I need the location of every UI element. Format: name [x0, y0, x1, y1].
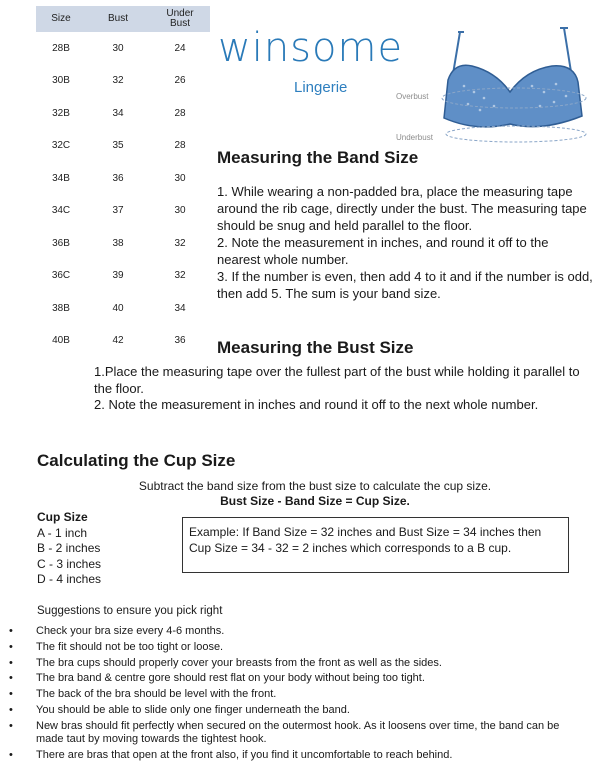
cup-size-list	[37, 510, 101, 588]
under-bust-cell: 30	[174, 205, 186, 217]
suggestion-item: • The bra band & centre gore should rest flat on your body without being too tight.	[9, 672, 425, 685]
bullet-icon: •	[9, 703, 13, 716]
overbust-label: Overbust	[396, 92, 429, 101]
suggestion-item: • The back of the bra should be level with the front.	[9, 688, 277, 701]
size-cell: 30B	[52, 75, 70, 87]
size-cell: 32B	[52, 107, 70, 119]
size-cell: 34C	[51, 205, 71, 217]
size-cell: 36B	[52, 237, 70, 249]
size-cell: 28B	[52, 42, 70, 54]
size-chart-row	[36, 325, 210, 358]
brand-subtitle: Lingerie	[294, 79, 348, 96]
cup-size-intro: Subtract the band size from the bust size to calculate the cup size.	[138, 479, 492, 493]
size-cell: 36C	[51, 270, 71, 282]
bust-cell: 36	[112, 172, 124, 184]
brand-logo: winsome	[218, 25, 404, 71]
under-bust-cell: 24	[174, 42, 186, 54]
band-step-3: 3. If the number is even, then add 4 to it and if the number is odd, then add 5. The sum is your band size.	[217, 269, 593, 301]
size-chart-row	[36, 292, 210, 325]
bullet-icon: •	[9, 656, 13, 669]
bust-cell: 32	[112, 75, 124, 87]
size-cell: 38B	[52, 302, 70, 314]
cup-size-list-title: Cup Size	[37, 510, 88, 524]
bust-cell: 34	[112, 107, 124, 119]
under-bust-cell: 30	[174, 172, 186, 184]
under-bust-cell: 26	[174, 75, 186, 87]
bust-cell: 42	[112, 335, 124, 347]
cup-size-item: A - 1 inch	[37, 525, 88, 540]
header-size: Size	[36, 6, 86, 32]
bullet-icon: •	[9, 688, 13, 701]
suggestion-item: • The fit should not be too tight or loose.	[9, 640, 224, 653]
cup-size-formula: Bust Size - Band Size = Cup Size.	[220, 494, 410, 508]
bust-cell: 35	[112, 140, 124, 152]
cup-size-item: C - 3 inches	[37, 556, 102, 571]
bullet-icon: •	[9, 640, 13, 653]
suggestion-item: • The bra cups should properly cover your breasts from the front as well as the sides.	[9, 656, 442, 669]
under-bust-cell: 32	[174, 237, 186, 249]
example-text: Example: If Band Size = 32 inches and Bust Size = 34 inches then Cup Size = 34 - 32 = 2 inches which corresponds to a B cup.	[189, 525, 542, 555]
cup-size-item: D - 4 inches	[37, 572, 102, 586]
cup-size-heading: Calculating the Cup Size	[37, 451, 236, 470]
size-chart-row	[36, 227, 210, 260]
bullet-icon: •	[9, 719, 13, 732]
bust-step-1: 1.Place the measuring tape over the fullest part of the bust while holding it parallel to the floor.	[94, 364, 580, 396]
band-size-instructions	[217, 183, 595, 302]
header-bust: Bust	[86, 6, 150, 32]
bust-step-2: 2. Note the measurement in inches and round it off to the next whole number.	[94, 397, 539, 412]
size-cell: 40B	[52, 335, 70, 347]
suggestion-item: • Check your bra size every 4-6 months.	[9, 625, 225, 637]
under-bust-cell: 34	[174, 302, 186, 314]
size-chart-row	[36, 130, 210, 163]
size-chart-table	[36, 6, 210, 357]
size-cell: 32C	[51, 140, 71, 152]
bra-cups	[444, 65, 582, 127]
suggestions-title: Suggestions to ensure you pick right	[37, 605, 223, 617]
under-bust-cell: 36	[174, 335, 186, 347]
size-chart-row	[36, 97, 210, 130]
suggestion-item: • New bras should fit perfectly when secured on the outermost hook. As it loosens over time, the band can be made taut by moving towards the tightest hook.	[9, 719, 560, 746]
band-step-2: 2. Note the measurement in inches, and round it off to the nearest whole number.	[217, 235, 549, 267]
size-chart-row	[36, 162, 210, 195]
bust-cell: 39	[112, 270, 124, 282]
under-bust-cell: 32	[174, 270, 186, 282]
size-chart-header-row	[36, 6, 210, 32]
band-step-1: 1. While wearing a non-padded bra, place the measuring tape around the rib cage, directly under the bust. The measuring tape should be snug and held parallel to the floor.	[217, 184, 587, 233]
bust-cell: 30	[112, 42, 124, 54]
under-bust-cell: 28	[174, 140, 186, 152]
bra-measurement-diagram	[392, 20, 592, 150]
bullet-icon: •	[9, 672, 13, 685]
suggestion-item: • There are bras that open at the front also, if you find it uncomfortable to reach behind.	[9, 748, 453, 761]
band-size-heading: Measuring the Band Size	[217, 148, 419, 167]
bust-size-heading: Measuring the Bust Size	[217, 338, 414, 357]
bullet-icon: •	[9, 625, 13, 637]
bust-cell: 40	[112, 302, 124, 314]
under-bust-cell: 28	[174, 107, 186, 119]
header-under-bust: Under Bust	[150, 6, 210, 32]
bust-cell: 38	[112, 237, 124, 249]
underbust-label: Underbust	[396, 133, 433, 142]
cup-size-item: B - 2 inches	[37, 541, 101, 555]
suggestions-list	[0, 625, 581, 762]
size-chart-row	[36, 65, 210, 98]
size-chart-row	[36, 32, 210, 65]
underbust-line	[446, 126, 586, 142]
bust-size-instructions	[94, 364, 594, 414]
size-cell: 34B	[52, 172, 70, 184]
size-chart-row	[36, 260, 210, 293]
bust-cell: 37	[112, 205, 124, 217]
size-chart-row	[36, 195, 210, 228]
suggestion-item: • You should be able to slide only one finger underneath the band.	[9, 703, 350, 716]
bullet-icon: •	[9, 748, 13, 761]
